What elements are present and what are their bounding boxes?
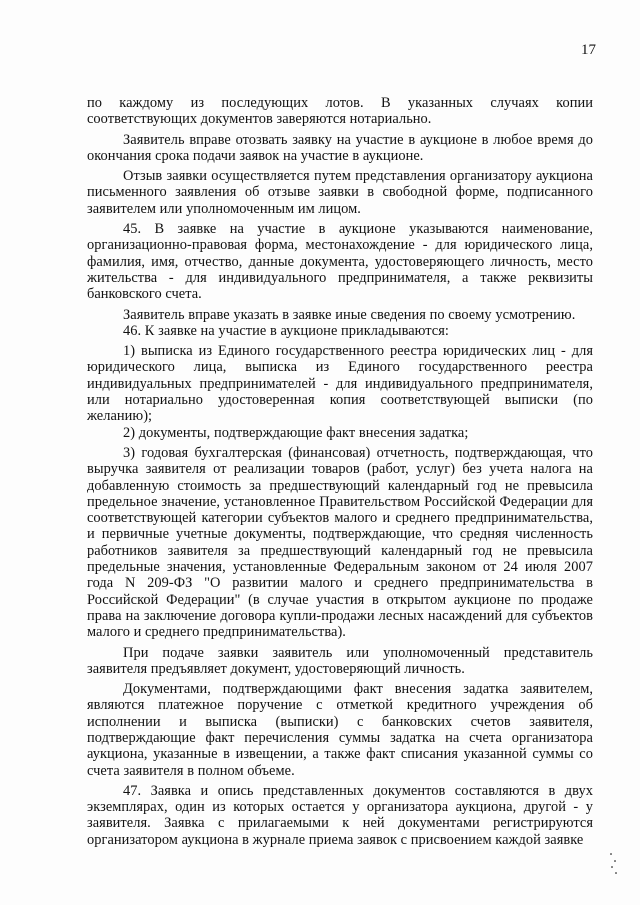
paragraph-other-info: Заявитель вправе указать в заявке иные сведения по своему усмотрению.: [123, 306, 576, 323]
paragraph-continuation: по каждому из последующих лотов. В указанных случаях копии соответствующих документов заверяются нотариально.: [87, 95, 593, 128]
paragraph-46: 46. К заявке на участие в аукционе прикладываются:: [123, 322, 449, 339]
document-body: [87, 95, 593, 848]
list-item-1: 1) выписка из Единого государственного реестра юридических лиц - для юридического лица, выписка из Единого государственного реестра индивидуальных предпринимателей - для индивидуального предпринимателя, или нотариально удостоверенная копия соответствующей выписки (по желанию);: [87, 343, 593, 425]
paragraph-withdraw-procedure: Отзыв заявки осуществляется путем представления организатору аукциона письменного заявления об отзыве заявки в свободной форме, подписанного заявителем или уполномоченным им лицом.: [87, 168, 593, 217]
paragraph-identity: При подаче заявки заявитель или уполномоченный представитель заявителя предъявляет документ, удостоверяющий личность.: [87, 644, 593, 677]
paragraph-45: 45. В заявке на участие в аукционе указываются наименование, организационно-правовая форма, местонахождение - для юридического лица, фамилия, имя, отчество, данные документа, удостоверяющего личность, место жительства - для индивидуального предпринимателя, а также реквизиты банковского счета.: [87, 221, 593, 303]
paragraph-deposit-documents: Документами, подтверждающими факт внесения задатка заявителем, являются платежное поручение с отметкой кредитного учреждения об исполнении и выписка (выписки) с банковских счетов заявителя, подтверждающие факт перечисления суммы задатка на счета организатора аукциона, указанные в извещении, а также факт списания указанной суммы со счета заявителя в полном объеме.: [87, 681, 593, 779]
paragraph-47: 47. Заявка и опись представленных документов составляются в двух экземплярах, один из которых остается у организатора аукциона, другой - у заявителя. Заявка с прилагаемыми к ней документами регистрируются организатором аукциона в журнале приема заявок с присвоением каждой заявке: [87, 782, 593, 848]
paragraph-withdraw-right: Заявитель вправе отозвать заявку на участие в аукционе в любое время до окончания срока подачи заявок на участие в аукционе.: [87, 131, 593, 164]
scan-artifact: [608, 851, 618, 877]
list-item-2: 2) документы, подтверждающие факт внесения задатка;: [123, 424, 469, 441]
list-item-3: 3) годовая бухгалтерская (финансовая) отчетность, подтверждающая, что выручка заявителя от реализации товаров (работ, услуг) без учета налога на добавленную стоимость за предшествующий календарный год не превысила предельное значение, установленное Правительством Российской Федерации для соответствующей категории субъектов малого и среднего предпринимательства, и первичные учетные документы, подтверждающие, что средняя численность работников заявителя за предшествующий календарный год не превысила предельные значения, установленные Федеральным законом от 24 июля 2007 года N 209-ФЗ "О развитии малого и среднего предпринимательства в Российской Федерации" (в случае участия в открытом аукционе по продаже права на заключение договора купли-продажи лесных насаждений для субъектов малого и среднего предпринимательства).: [87, 444, 593, 641]
page-number: 17: [581, 42, 596, 58]
